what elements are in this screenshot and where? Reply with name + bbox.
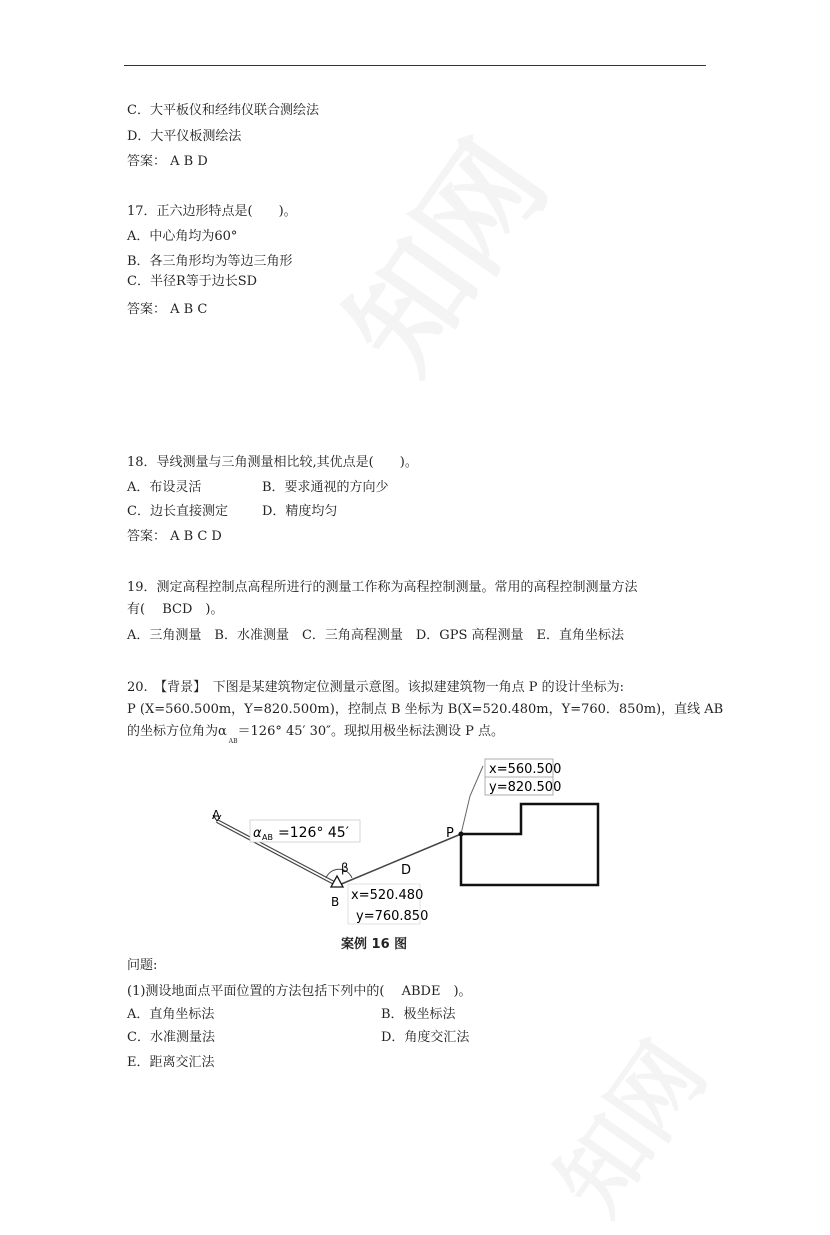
sub1-option-e: E．距离交汇法 xyxy=(127,1055,215,1070)
label-d: D xyxy=(401,863,412,878)
watermark xyxy=(300,103,579,398)
q17-option-c: C．半径R等于边长SD xyxy=(127,274,258,289)
q17-answer: 答案： A B C xyxy=(127,302,208,317)
label-p: P xyxy=(446,826,454,841)
q18-question: 18．导线测量与三角测量相比较,其优点是( )。 xyxy=(127,455,418,470)
q20-line3: 的坐标方位角为$\alpha_{AB}=126^\circ$ 45′ 30″。现拟用极坐标法测设 P 点。 xyxy=(127,724,505,745)
answer: 答案： A B D xyxy=(127,154,208,169)
option-d: D．大平仪板测绘法 xyxy=(127,129,242,144)
q18-option-a: A．布设灵活 xyxy=(127,480,202,495)
q19-line1: 19．测定高程控制点高程所进行的测量工作称为高程控制测量。常用的高程控制测量方法 xyxy=(127,580,638,595)
building-outline xyxy=(461,804,598,885)
sub1-option-d: D．角度交汇法 xyxy=(381,1030,470,1045)
q18-option-b: B．要求通视的方向少 xyxy=(262,480,389,495)
sub-question-1: (1)测设地面点平面位置的方法包括下列中的( ABDE )。 xyxy=(127,984,472,999)
label-b-y: y=760.850 xyxy=(356,909,429,924)
label-b: B xyxy=(331,895,340,909)
q17-question: 17．正六边形特点是( )。 xyxy=(127,204,297,219)
q18-answer: 答案： A B C D xyxy=(127,529,222,544)
label-beta: β xyxy=(341,861,349,875)
sub1-option-a: A．直角坐标法 xyxy=(127,1007,215,1022)
watermark-bottom xyxy=(520,1013,730,1235)
label-alpha-value: =126° 45′ xyxy=(278,825,349,841)
p-leader xyxy=(461,766,483,834)
label-b-x: x=520.480 xyxy=(351,888,424,903)
q20-line2: P (X=560.500m，Y=820.500m)，控制点 B 坐标为 B(X=520.480m，Y=760．850m)，直线 AB xyxy=(127,702,724,717)
label-p-y: y=820.500 xyxy=(489,780,562,795)
label-alpha: α xyxy=(253,826,262,841)
label-alpha-sub: AB xyxy=(262,833,273,842)
label-p-x: x=560.500 xyxy=(489,762,562,777)
header-rule xyxy=(124,65,706,66)
sub1-option-b: B．极坐标法 xyxy=(381,1007,456,1022)
q19-line2: 有( BCD )。 xyxy=(127,602,224,617)
figure-caption: 案例 16 图 xyxy=(341,937,408,952)
q18-option-c: C．边长直接测定 xyxy=(127,504,228,519)
questions-label: 问题: xyxy=(127,958,158,973)
q18-option-d: D．精度均匀 xyxy=(262,504,338,519)
positioning-diagram xyxy=(200,754,610,950)
point-p xyxy=(459,832,464,837)
label-a: A xyxy=(212,808,221,822)
q17-option-a: A．中心角均为60° xyxy=(127,229,238,244)
q17-option-b: B．各三角形均为等边三角形 xyxy=(127,254,293,269)
q19-options: A．三角测量 B．水准测量 C．三角高程测量 D．GPS 高程测量 E．直角坐标法 xyxy=(127,628,624,643)
q20-line1: 20. 【背景】 下图是某建筑物定位测量示意图。该拟建建筑物一角点 P 的设计坐标为: xyxy=(127,680,625,695)
sub1-option-c: C．水准测量法 xyxy=(127,1030,215,1045)
option-c: C．大平板仪和经纬仪联合测绘法 xyxy=(127,103,319,118)
